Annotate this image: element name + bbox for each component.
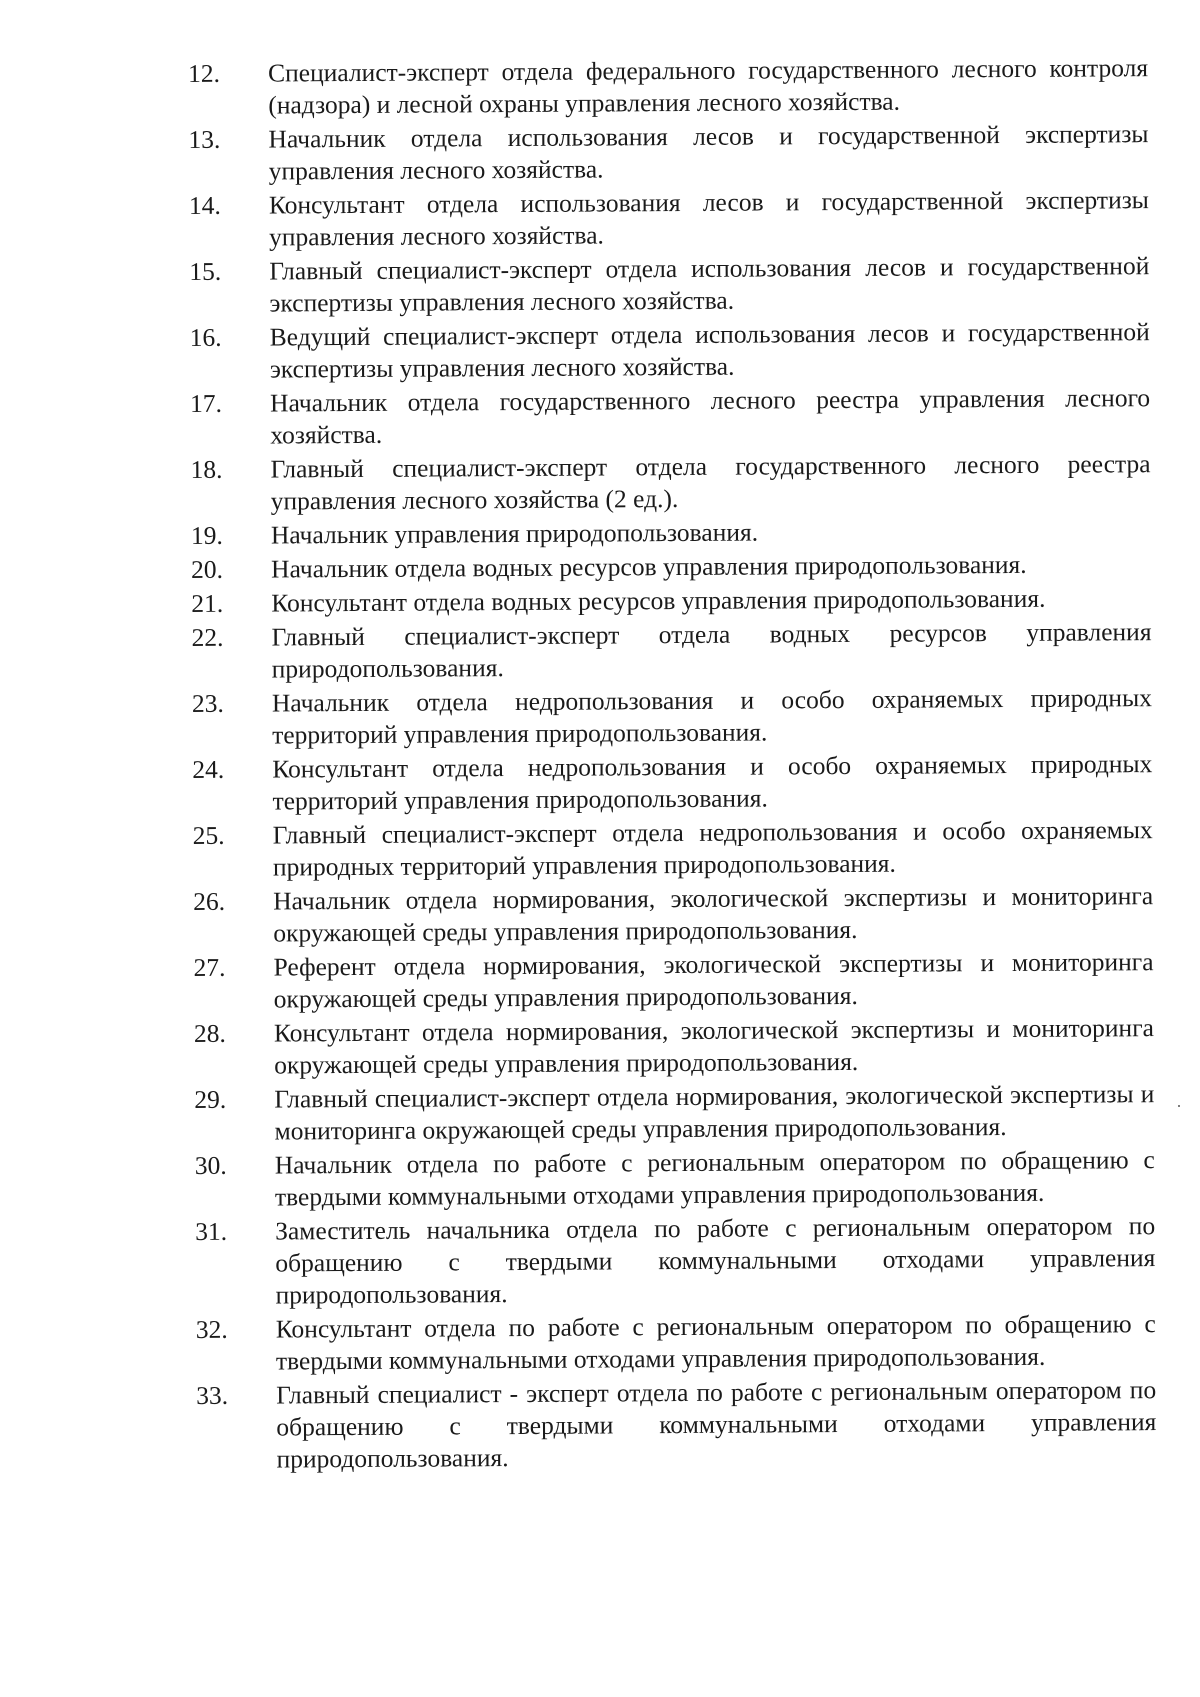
item-number: 18. (190, 454, 223, 484)
item-number: 24. (192, 754, 225, 784)
list-item (191, 616, 1151, 686)
list-item (194, 1012, 1154, 1082)
item-number: 25. (192, 820, 225, 850)
item-number: 28. (193, 1018, 226, 1048)
item-number: 17. (190, 388, 223, 418)
list-item (188, 52, 1148, 122)
item-number: 23. (191, 688, 224, 718)
item-number: 21. (191, 588, 224, 618)
list-item (191, 514, 1151, 552)
list-item (193, 946, 1153, 1016)
list-item (192, 748, 1152, 818)
item-text: Главный специалист - эксперт отдела по работе с региональным оператором по обращению с твердыми коммунальными отходами управления природопользования. (276, 1375, 1157, 1474)
list-item (188, 118, 1148, 188)
item-number: 30. (194, 1150, 227, 1180)
item-text: Консультант отдела водных ресурсов управления природопользования. (271, 583, 1046, 618)
list-item (191, 548, 1151, 586)
item-number: 14. (188, 190, 221, 220)
item-number: 15. (189, 256, 222, 286)
item-text: Начальник отдела недропользования и особо охраняемых природных территорий управления природопользования. (271, 683, 1153, 750)
item-text: Консультант отдела использования лесов и государственной экспертизы управления лесного хозяйства. (268, 185, 1149, 252)
list-item (189, 250, 1149, 320)
list-item (192, 682, 1152, 752)
item-text: Главный специалист-эксперт отдела нормирования, экологической экспертизы и мониторинга окружающей среды управления природопользования. (274, 1079, 1155, 1146)
item-text: Консультант отдела нормирования, экологической экспертизы и мониторинга окружающей среды управления природопользования. (273, 1013, 1155, 1080)
list-item (195, 1210, 1156, 1312)
item-number: 26. (193, 886, 226, 916)
list-item (193, 880, 1153, 950)
list-item (190, 382, 1150, 452)
list-item (190, 316, 1150, 386)
item-text: Начальник управления природопользования. (270, 517, 759, 550)
list-item (194, 1078, 1154, 1148)
item-text: Главный специалист-эксперт отдела недропользования и особо охраняемых природных территорий управления природопользования. (272, 815, 1153, 882)
item-number: 32. (195, 1314, 228, 1344)
item-text: Консультант отдела недропользования и особо охраняемых природных территорий управления природопользования. (272, 749, 1153, 816)
position-list (188, 52, 1157, 1478)
item-text: Начальник отдела использования лесов и государственной экспертизы управления лесного хозяйства. (268, 119, 1149, 186)
item-text: Начальник отдела государственного лесного реестра управления лесного хозяйства. (270, 383, 1151, 450)
item-number: 33. (196, 1380, 229, 1410)
item-number: 13. (188, 124, 221, 154)
list-item (189, 184, 1149, 254)
item-text: Начальник отдела водных ресурсов управления природопользования. (271, 549, 1027, 584)
item-text: Главный специалист-эксперт отдела использования лесов и государственной экспертизы управления лесного хозяйства. (269, 251, 1150, 318)
item-text: Референт отдела нормирования, экологической экспертизы и мониторинга окружающей среды управления природопользования. (273, 947, 1154, 1014)
item-number: 19. (190, 520, 223, 550)
item-number: 16. (189, 322, 222, 352)
list-item (195, 1144, 1155, 1214)
item-number: 12. (188, 58, 221, 88)
scan-speck (1178, 1105, 1180, 1107)
item-text: Специалист-эксперт отдела федерального государственного лесного контроля (надзора) и лесной охраны управления лесного хозяйства. (268, 53, 1149, 120)
list-item (196, 1308, 1156, 1378)
item-text: Главный специалист-эксперт отдела водных ресурсов управления природопользования. (271, 617, 1152, 684)
list-item (196, 1374, 1157, 1476)
item-number: 20. (191, 554, 224, 584)
item-text: Главный специалист-эксперт отдела государственного лесного реестра управления лесного хозяйства (2 ед.). (270, 449, 1151, 516)
item-text: Начальник отдела по работе с региональным оператором по обращению с твердыми коммунальными отходами управления природопользования. (274, 1145, 1155, 1212)
item-number: 27. (193, 952, 226, 982)
list-item (193, 814, 1153, 884)
list-item (191, 582, 1151, 620)
item-number: 31. (195, 1216, 228, 1246)
list-item (190, 448, 1150, 518)
item-text: Начальник отдела нормирования, экологической экспертизы и мониторинга окружающей среды управления природопользования. (273, 881, 1154, 948)
item-text: Заместитель начальника отдела по работе с региональным оператором по обращению с твердыми коммунальными отходами управления природопользования. (275, 1211, 1156, 1310)
item-number: 22. (191, 622, 224, 652)
item-text: Ведущий специалист-эксперт отдела использования лесов и государственной экспертизы управления лесного хозяйства. (269, 317, 1150, 384)
item-number: 29. (194, 1084, 227, 1114)
item-text: Консультант отдела по работе с региональным оператором по обращению с твердыми коммунальными отходами управления природопользования. (275, 1309, 1156, 1376)
